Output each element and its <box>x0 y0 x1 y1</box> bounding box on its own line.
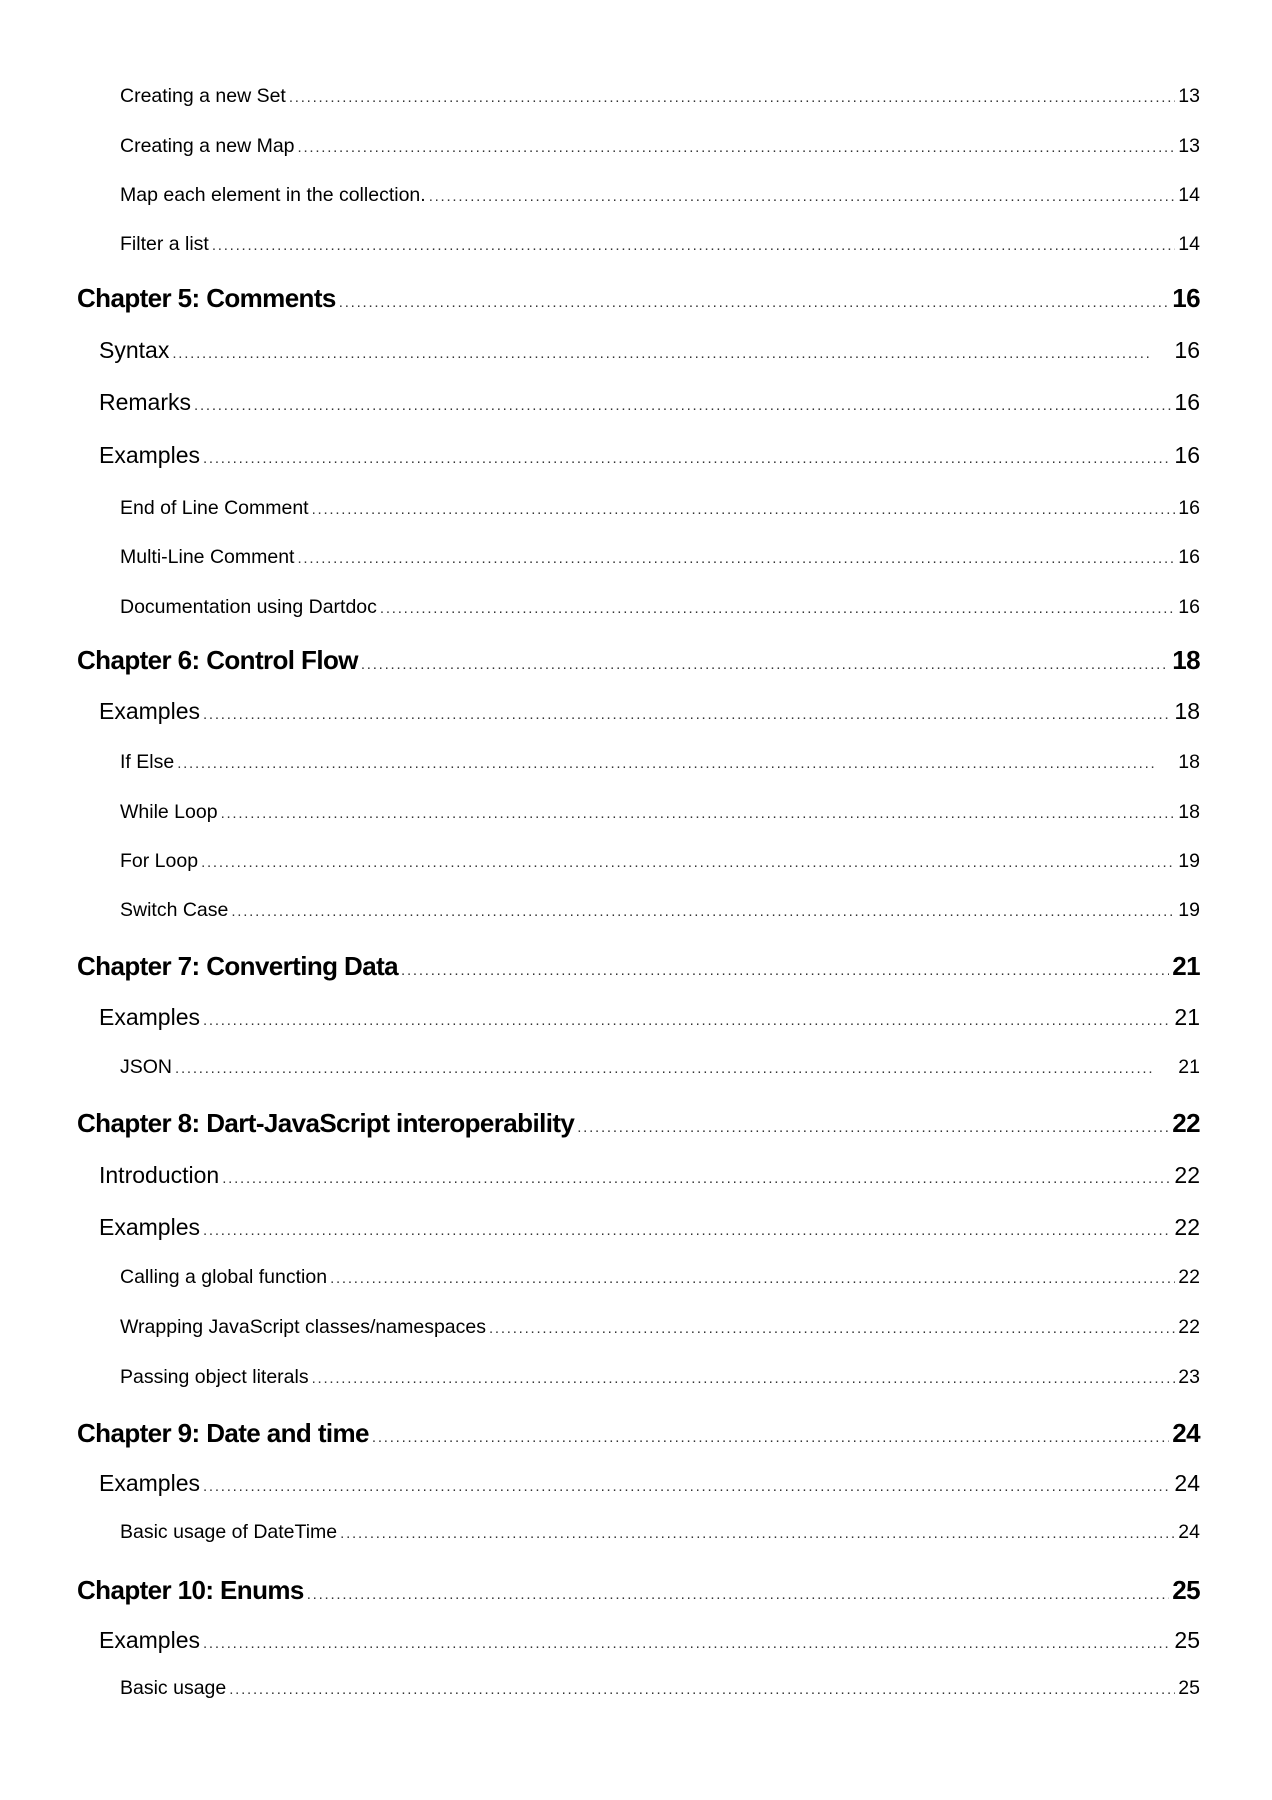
toc-subsection-entry[interactable] <box>120 135 1200 158</box>
toc-chapter-entry[interactable] <box>77 1575 1200 1606</box>
toc-chapter-entry[interactable] <box>77 645 1200 676</box>
toc-dot-leader <box>312 1370 1176 1387</box>
toc-page-number: 21 <box>1172 951 1200 981</box>
toc-entry-title: Chapter 10: Enums <box>77 1575 304 1605</box>
toc-page-number: 24 <box>1172 1418 1200 1448</box>
toc-page-number: 22 <box>1178 1316 1200 1338</box>
toc-page-number: 25 <box>1174 1627 1200 1653</box>
toc-dot-leader <box>429 188 1176 205</box>
toc-page-number: 24 <box>1174 1470 1200 1496</box>
toc-chapter-entry[interactable] <box>77 1418 1200 1449</box>
toc-page-number: 22 <box>1178 1266 1200 1288</box>
toc-page-number: 18 <box>1178 751 1200 773</box>
toc-page-number: 14 <box>1178 233 1200 255</box>
toc-subsection-entry[interactable] <box>120 801 1200 824</box>
toc-dot-leader <box>212 237 1175 254</box>
toc-dot-leader <box>577 1119 1169 1136</box>
toc-dot-leader <box>201 854 1175 871</box>
toc-entry-title: Examples <box>99 698 200 724</box>
toc-page-number: 16 <box>1174 389 1200 415</box>
toc-subsection-entry[interactable] <box>120 1056 1200 1079</box>
toc-entry-title: If Else <box>120 751 175 773</box>
toc-section-entry[interactable] <box>99 1004 1200 1031</box>
toc-entry-title: Chapter 6: Control Flow <box>77 645 358 675</box>
toc-page-number: 22 <box>1172 1108 1200 1138</box>
toc-section-entry[interactable] <box>99 1162 1200 1189</box>
toc-dot-leader <box>203 1478 1171 1495</box>
toc-chapter-entry[interactable] <box>77 283 1200 314</box>
toc-page-number: 13 <box>1178 85 1200 107</box>
toc-section-entry[interactable] <box>99 1214 1200 1241</box>
toc-entry-title: Creating a new Map <box>120 135 295 157</box>
toc-subsection-entry[interactable] <box>120 1521 1200 1544</box>
toc-dot-leader <box>297 550 1175 567</box>
toc-dot-leader <box>361 656 1169 673</box>
toc-dot-leader <box>330 1270 1175 1287</box>
toc-entry-title: Chapter 7: Converting Data <box>77 951 399 981</box>
toc-entry-title: Map each element in the collection. <box>120 184 426 206</box>
toc-entry-title: Wrapping JavaScript classes/namespaces <box>120 1316 486 1338</box>
toc-page-number: 14 <box>1178 184 1200 206</box>
toc-subsection-entry[interactable] <box>120 1266 1200 1289</box>
toc-page-number: 22 <box>1174 1162 1200 1188</box>
toc-entry-title: Chapter 8: Dart-JavaScript interoperability <box>77 1108 575 1138</box>
toc-page-number: 16 <box>1174 337 1200 363</box>
toc-subsection-entry[interactable] <box>120 899 1200 922</box>
toc-chapter-entry[interactable] <box>77 951 1200 982</box>
toc-page-number: 23 <box>1178 1366 1200 1388</box>
toc-dot-leader <box>401 962 1169 979</box>
toc-section-entry[interactable] <box>99 442 1200 469</box>
toc-subsection-entry[interactable] <box>120 497 1200 520</box>
toc-dot-leader <box>177 755 1175 772</box>
toc-subsection-entry[interactable] <box>120 1316 1200 1339</box>
toc-page-number: 21 <box>1174 1004 1200 1030</box>
toc-page-number: 24 <box>1178 1521 1200 1543</box>
toc-dot-leader <box>203 1222 1171 1239</box>
toc-dot-leader <box>175 1060 1175 1077</box>
toc-dot-leader <box>221 805 1176 822</box>
toc-dot-leader <box>380 600 1175 617</box>
toc-entry-title: Examples <box>99 442 200 468</box>
toc-page-number: 19 <box>1178 899 1200 921</box>
toc-subsection-entry[interactable] <box>120 184 1200 207</box>
toc-dot-leader <box>339 294 1170 311</box>
toc-subsection-entry[interactable] <box>120 596 1200 619</box>
toc-dot-leader <box>340 1525 1175 1542</box>
toc-entry-title: For Loop <box>120 850 199 872</box>
toc-entry-title: Multi-Line Comment <box>120 546 295 568</box>
toc-entry-title: End of Line Comment <box>120 497 309 519</box>
toc-page-number: 16 <box>1178 546 1200 568</box>
toc-section-entry[interactable] <box>99 337 1200 364</box>
toc-page-number: 16 <box>1178 497 1200 519</box>
toc-entry-title: JSON <box>120 1056 173 1078</box>
toc-dot-leader <box>203 1012 1171 1029</box>
toc-entry-title: Examples <box>99 1470 200 1496</box>
toc-dot-leader <box>231 903 1175 920</box>
toc-entry-title: Examples <box>99 1004 200 1030</box>
toc-dot-leader <box>222 1170 1171 1187</box>
toc-subsection-entry[interactable] <box>120 85 1200 108</box>
toc-entry-title: Calling a global function <box>120 1266 328 1288</box>
toc-entry-title: Introduction <box>99 1162 220 1188</box>
toc-subsection-entry[interactable] <box>120 546 1200 569</box>
toc-dot-leader <box>307 1586 1170 1603</box>
toc-dot-leader <box>489 1320 1175 1337</box>
toc-page-number: 16 <box>1178 596 1200 618</box>
toc-dot-leader <box>312 501 1176 518</box>
toc-page-number: 16 <box>1174 442 1200 468</box>
toc-entry-title: Filter a list <box>120 233 209 255</box>
toc-section-entry[interactable] <box>99 698 1200 725</box>
toc-dot-leader <box>372 1429 1169 1446</box>
toc-page-number: 19 <box>1178 850 1200 872</box>
toc-entry-title: Remarks <box>99 389 192 415</box>
toc-subsection-entry[interactable] <box>120 233 1200 256</box>
toc-page-number: 18 <box>1172 645 1200 675</box>
toc-section-entry[interactable] <box>99 1627 1200 1654</box>
toc-page-number: 25 <box>1178 1677 1200 1699</box>
toc-dot-leader <box>298 139 1176 156</box>
toc-subsection-entry[interactable] <box>120 751 1200 774</box>
toc-subsection-entry[interactable] <box>120 1366 1200 1389</box>
toc-entry-title: Chapter 5: Comments <box>77 283 336 313</box>
toc-dot-leader <box>203 1635 1171 1652</box>
toc-page-number: 22 <box>1174 1214 1200 1240</box>
toc-subsection-entry[interactable] <box>120 1677 1200 1700</box>
toc-page-number: 18 <box>1174 698 1200 724</box>
toc-page-number: 25 <box>1172 1575 1200 1605</box>
toc-page-number: 16 <box>1172 283 1200 313</box>
toc-chapter-entry[interactable] <box>77 1108 1200 1139</box>
toc-dot-leader <box>203 706 1171 723</box>
toc-page-number: 21 <box>1178 1056 1200 1078</box>
toc-page-number: 18 <box>1178 801 1200 823</box>
toc-dot-leader <box>229 1681 1175 1698</box>
toc-entry-title: Chapter 9: Date and time <box>77 1418 369 1448</box>
toc-section-entry[interactable] <box>99 1470 1200 1497</box>
toc-entry-title: Creating a new Set <box>120 85 286 107</box>
toc-dot-leader <box>203 450 1171 467</box>
toc-entry-title: Passing object literals <box>120 1366 309 1388</box>
toc-entry-title: Examples <box>99 1627 200 1653</box>
toc-entry-title: Documentation using Dartdoc <box>120 596 377 618</box>
toc-dot-leader <box>172 345 1171 362</box>
toc-entry-title: Basic usage of DateTime <box>120 1521 338 1543</box>
toc-entry-title: Syntax <box>99 337 170 363</box>
toc-entry-title: Switch Case <box>120 899 229 921</box>
toc-entry-title: While Loop <box>120 801 218 823</box>
toc-subsection-entry[interactable] <box>120 850 1200 873</box>
toc-entry-title: Basic usage <box>120 1677 227 1699</box>
toc-section-entry[interactable] <box>99 389 1200 416</box>
toc-dot-leader <box>194 397 1171 414</box>
toc-page-number: 13 <box>1178 135 1200 157</box>
toc-dot-leader <box>289 89 1175 106</box>
toc-entry-title: Examples <box>99 1214 200 1240</box>
